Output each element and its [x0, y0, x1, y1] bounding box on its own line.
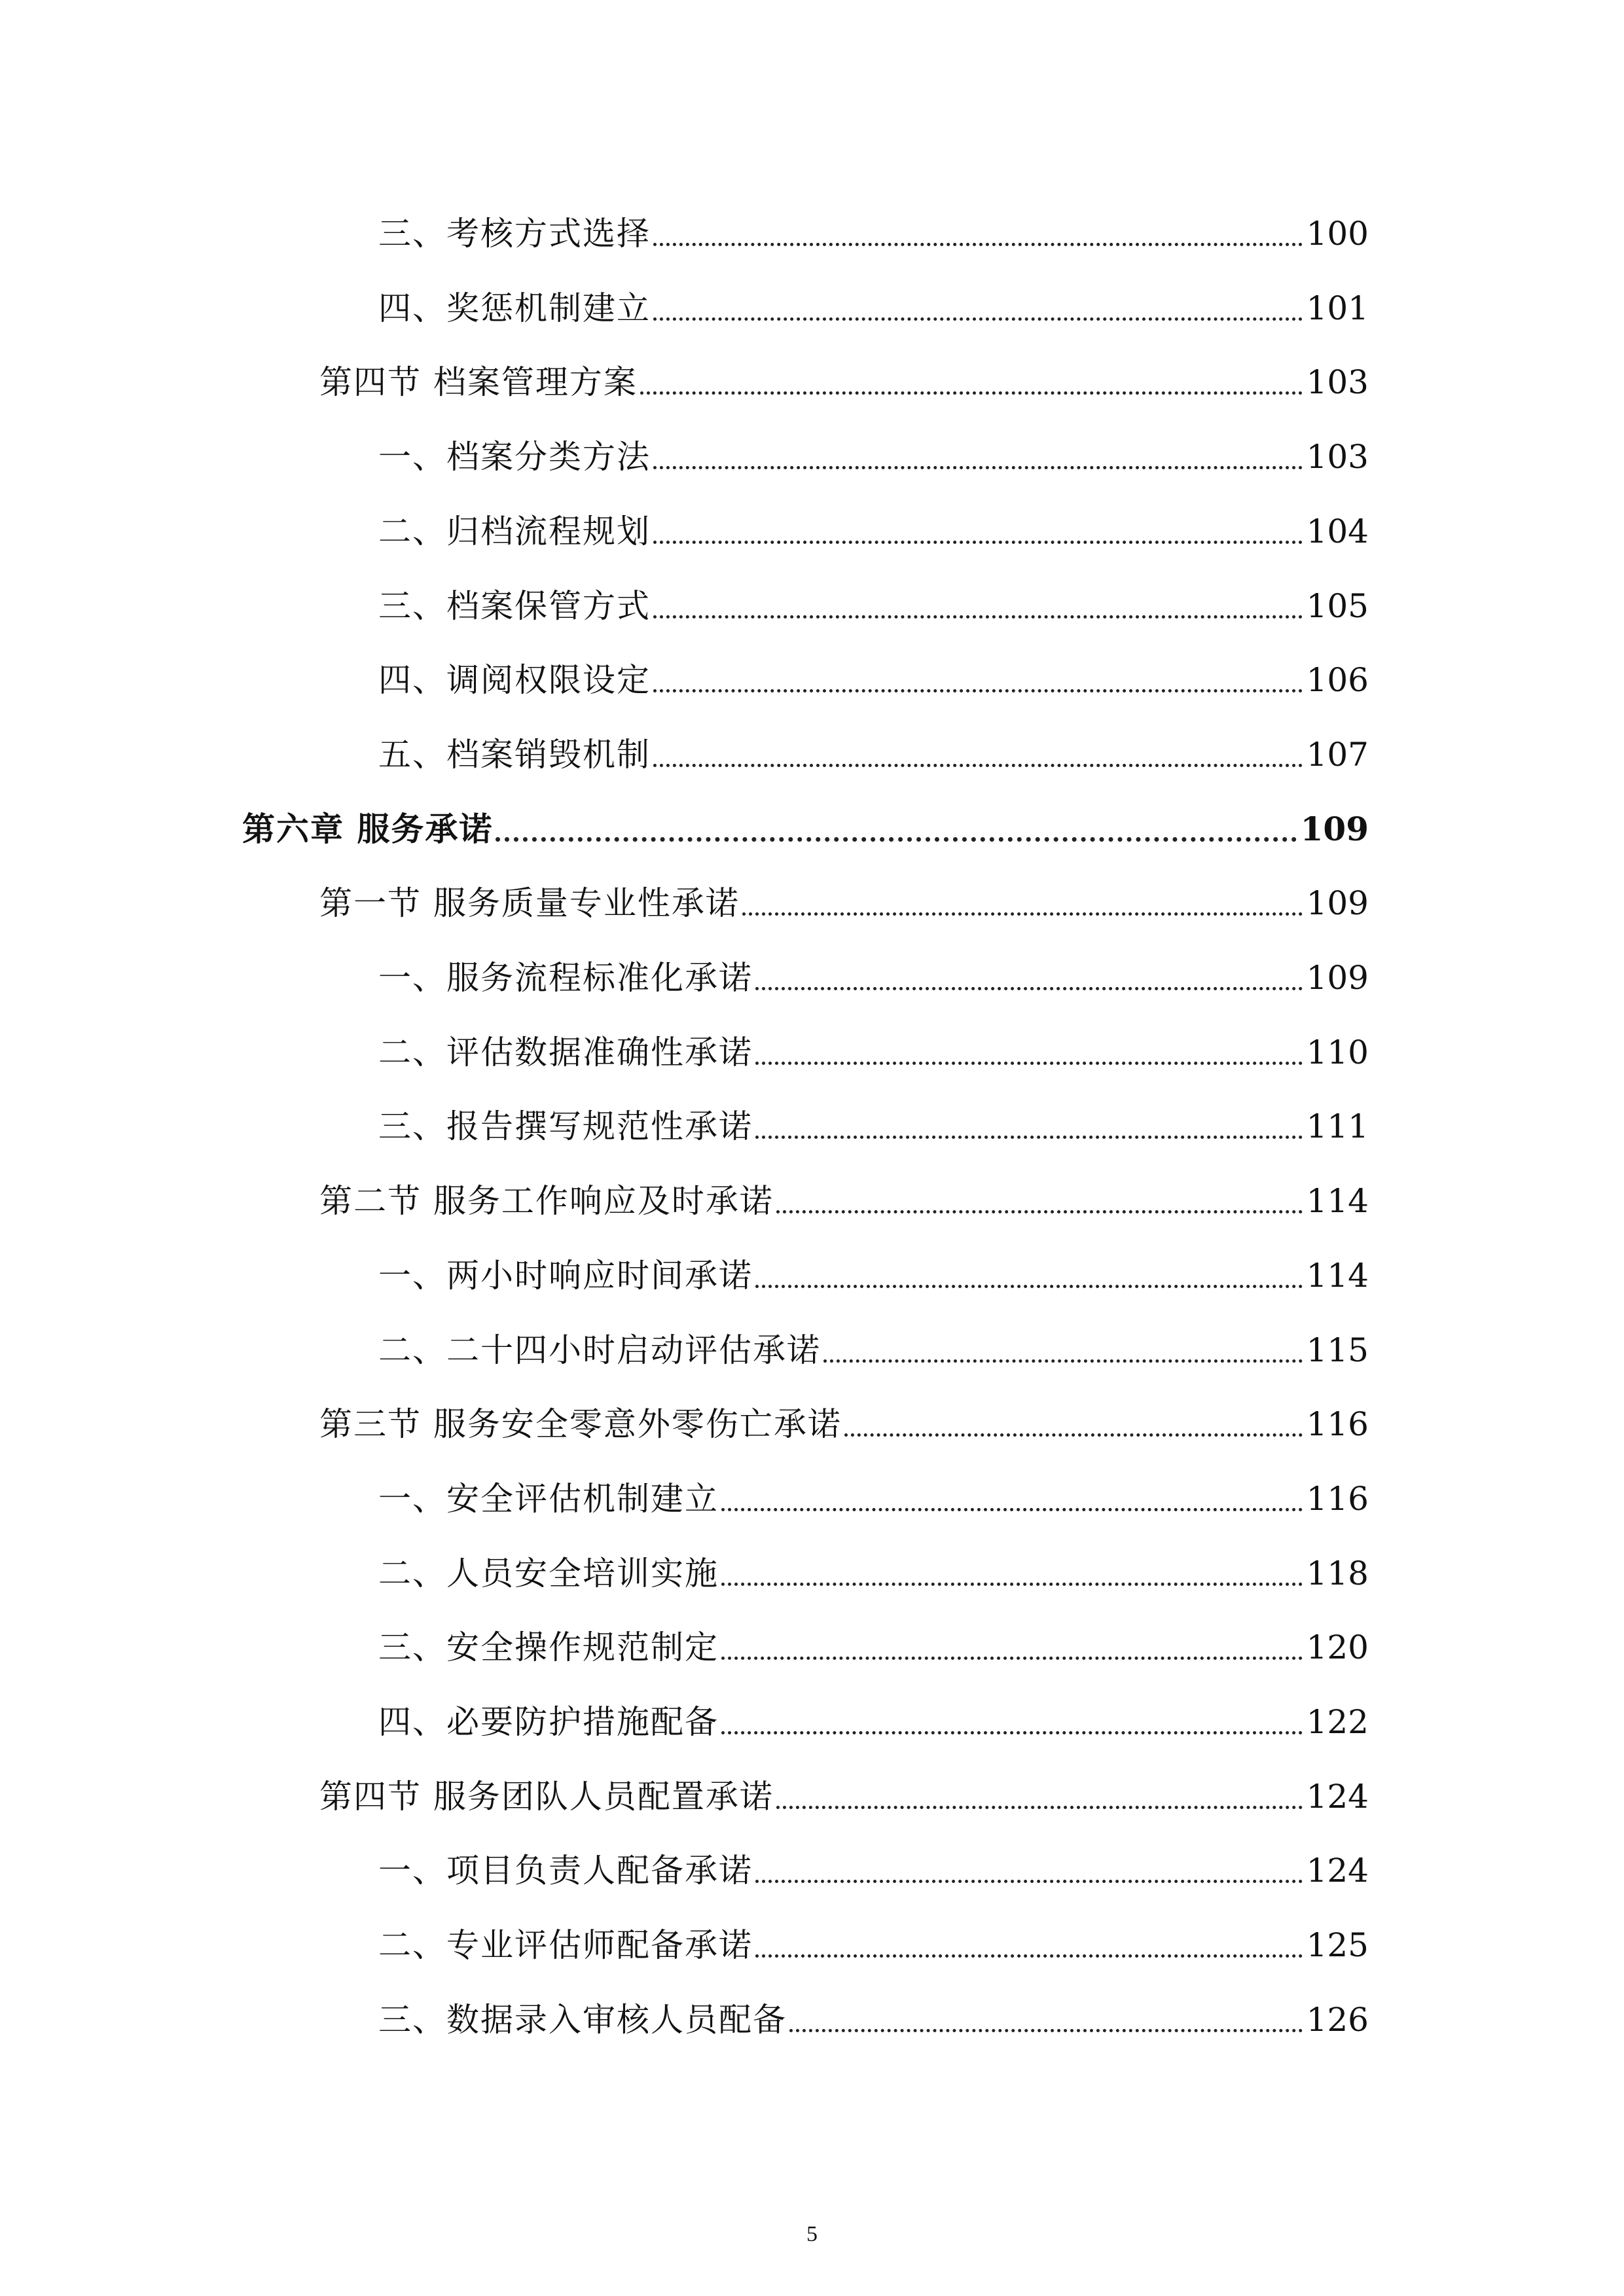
toc-subsection-entry[interactable] — [378, 1531, 1369, 1590]
toc-section-entry[interactable] — [319, 340, 1369, 399]
toc-entry-title: 三、考核方式选择 — [378, 215, 651, 253]
toc-subsection-entry[interactable] — [378, 1308, 1369, 1367]
toc-dot-leader — [776, 1210, 1303, 1213]
toc-subsection-entry[interactable] — [378, 1233, 1369, 1295]
toc-entry-title: 二、二十四小时启动评估承诺 — [378, 1331, 821, 1369]
toc-dot-leader — [653, 615, 1303, 619]
toc-entry-page-number: 109 — [1300, 810, 1369, 848]
toc-entry-page-number: 122 — [1306, 1703, 1369, 1741]
toc-entry-page-number: 114 — [1306, 1182, 1369, 1220]
toc-dot-leader — [653, 317, 1303, 321]
toc-entry-title: 一、档案分类方法 — [378, 438, 651, 476]
toc-entry-title: 第四节 档案管理方案 — [319, 363, 638, 401]
toc-entry-page-number: 126 — [1306, 2001, 1369, 2039]
toc-subsection-entry[interactable] — [378, 1903, 1369, 1962]
toc-entry-title: 二、归档流程规划 — [378, 512, 651, 550]
toc-subsection-entry[interactable] — [378, 935, 1369, 997]
toc-dot-leader — [653, 764, 1303, 767]
toc-entry-page-number: 103 — [1306, 363, 1369, 401]
toc-entry-title: 一、两小时响应时间承诺 — [378, 1257, 753, 1295]
toc-subsection-entry[interactable] — [378, 1679, 1369, 1741]
toc-entry-page-number: 106 — [1306, 661, 1369, 699]
toc-entry-page-number: 114 — [1306, 1257, 1369, 1295]
toc-entry-title: 二、人员安全培训实施 — [378, 1554, 719, 1592]
toc-entry-page-number: 115 — [1306, 1331, 1369, 1369]
toc-dot-leader — [755, 1285, 1303, 1288]
toc-subsection-entry[interactable] — [378, 1456, 1369, 1518]
toc-dot-leader — [789, 2029, 1303, 2032]
toc-entry-page-number: 105 — [1306, 587, 1369, 625]
toc-dot-leader — [844, 1433, 1303, 1437]
toc-dot-leader — [755, 1136, 1303, 1139]
toc-dot-leader — [721, 1583, 1303, 1586]
toc-entry-page-number: 109 — [1306, 959, 1369, 997]
toc-subsection-entry[interactable] — [378, 266, 1369, 325]
toc-subsection-entry[interactable] — [378, 1828, 1369, 1890]
toc-entry-page-number: 103 — [1306, 438, 1369, 476]
toc-entry-page-number: 118 — [1306, 1554, 1369, 1592]
toc-dot-leader — [742, 912, 1303, 916]
toc-dot-leader — [721, 1731, 1303, 1734]
toc-entry-page-number: 101 — [1306, 289, 1369, 327]
toc-entry-page-number: 125 — [1306, 1926, 1369, 1964]
toc-entry-title: 三、报告撰写规范性承诺 — [378, 1107, 753, 1145]
toc-subsection-entry[interactable] — [378, 564, 1369, 625]
toc-subsection-entry[interactable] — [378, 1605, 1369, 1664]
toc-entry-page-number: 116 — [1306, 1405, 1369, 1443]
toc-dot-leader — [776, 1806, 1303, 1809]
toc-dot-leader — [755, 987, 1303, 990]
toc-entry-title: 四、调阅权限设定 — [378, 661, 651, 699]
toc-entry-title: 三、安全操作规范制定 — [378, 1628, 719, 1666]
page-number: 5 — [806, 2222, 818, 2246]
toc-dot-leader — [721, 1508, 1303, 1511]
toc-entry-title: 一、服务流程标准化承诺 — [378, 959, 753, 997]
toc-dot-leader — [653, 466, 1303, 469]
toc-dot-leader — [640, 391, 1303, 395]
toc-subsection-entry[interactable] — [378, 1010, 1369, 1069]
toc-subsection-entry[interactable] — [378, 1084, 1369, 1143]
toc-subsection-entry[interactable] — [378, 1977, 1369, 2039]
toc-entry-title: 三、数据录入审核人员配备 — [378, 2001, 787, 2039]
toc-entry-title: 二、评估数据准确性承诺 — [378, 1033, 753, 1071]
toc-entry-title: 四、奖惩机制建立 — [378, 289, 651, 327]
toc-entry-title: 五、档案销毁机制 — [378, 736, 651, 774]
toc-section-entry[interactable] — [319, 1382, 1369, 1441]
toc-entry-title: 第四节 服务团队人员配置承诺 — [319, 1778, 774, 1816]
toc-entry-title: 三、档案保管方式 — [378, 587, 651, 625]
toc-section-entry[interactable] — [319, 1754, 1369, 1816]
toc-subsection-entry[interactable] — [378, 489, 1369, 548]
toc-entry-title: 第二节 服务工作响应及时承诺 — [319, 1182, 774, 1220]
toc-dot-leader — [755, 1880, 1303, 1883]
toc-dot-leader — [653, 243, 1303, 246]
toc-dot-leader — [755, 1954, 1303, 1958]
toc-entry-page-number: 107 — [1306, 736, 1369, 774]
toc-dot-leader — [755, 1062, 1303, 1065]
toc-entry-title: 一、安全评估机制建立 — [378, 1480, 719, 1518]
toc-entry-title: 一、项目负责人配备承诺 — [378, 1852, 753, 1890]
toc-entry-page-number: 109 — [1306, 884, 1369, 922]
toc-entry-title: 第三节 服务安全零意外零伤亡承诺 — [319, 1405, 842, 1443]
toc-subsection-entry[interactable] — [378, 414, 1369, 476]
toc-dot-leader — [496, 837, 1296, 842]
toc-dot-leader — [653, 541, 1303, 544]
toc-entry-page-number: 110 — [1306, 1033, 1369, 1071]
toc-entry-title: 第六章 服务承诺 — [242, 810, 494, 848]
toc-subsection-entry[interactable] — [378, 712, 1369, 774]
toc-entry-title: 二、专业评估师配备承诺 — [378, 1926, 753, 1964]
toc-entry-page-number: 120 — [1306, 1628, 1369, 1666]
toc-dot-leader — [721, 1657, 1303, 1660]
toc-entry-page-number: 104 — [1306, 512, 1369, 550]
toc-subsection-entry[interactable] — [378, 637, 1369, 699]
toc-chapter-entry[interactable] — [242, 787, 1369, 846]
toc-entry-page-number: 116 — [1306, 1480, 1369, 1518]
toc-subsection-entry[interactable] — [378, 191, 1369, 253]
toc-entry-page-number: 111 — [1306, 1107, 1369, 1145]
toc-dot-leader — [823, 1359, 1303, 1363]
toc-entry-title: 四、必要防护措施配备 — [378, 1703, 719, 1741]
toc-section-entry[interactable] — [319, 861, 1369, 920]
toc-section-entry[interactable] — [319, 1158, 1369, 1220]
toc-entry-page-number: 100 — [1306, 215, 1369, 253]
toc-entry-title: 第一节 服务质量专业性承诺 — [319, 884, 740, 922]
toc-dot-leader — [653, 689, 1303, 692]
toc-entry-page-number: 124 — [1306, 1852, 1369, 1890]
toc-entry-page-number: 124 — [1306, 1778, 1369, 1816]
